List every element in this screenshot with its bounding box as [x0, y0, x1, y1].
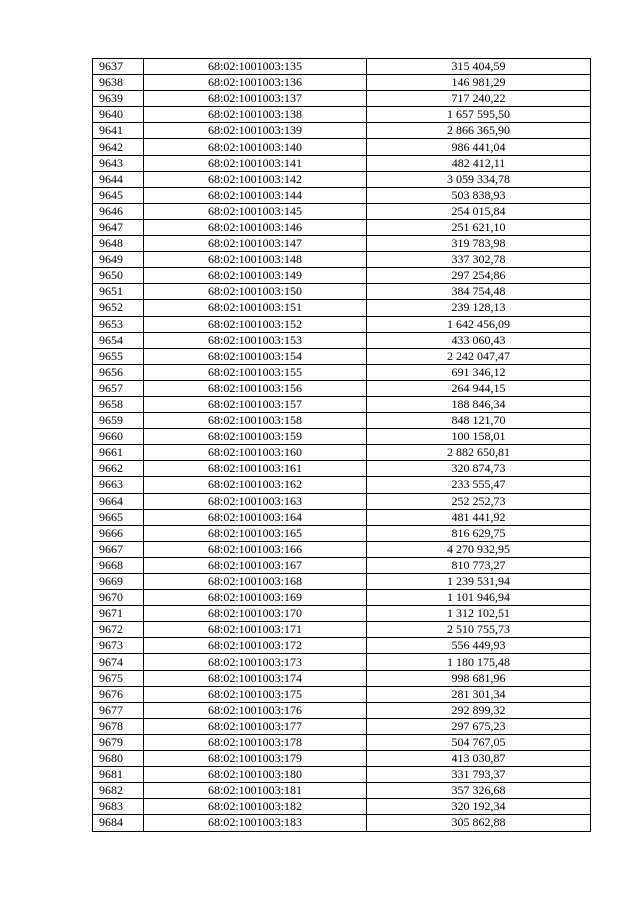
row-number-cell: 9661	[93, 445, 144, 461]
cadastral-number-cell: 68:02:1001003:147	[144, 236, 367, 252]
cadastral-number-cell: 68:02:1001003:135	[144, 59, 367, 75]
cadastral-value-cell: 315 404,59	[367, 59, 591, 75]
table-row	[93, 574, 591, 590]
cadastral-number-cell: 68:02:1001003:156	[144, 380, 367, 396]
cadastral-number-cell: 68:02:1001003:141	[144, 155, 367, 171]
cadastral-number-cell: 68:02:1001003:169	[144, 590, 367, 606]
cadastral-number-cell: 68:02:1001003:145	[144, 203, 367, 219]
table-row	[93, 171, 591, 187]
cadastral-number-cell: 68:02:1001003:152	[144, 316, 367, 332]
cadastral-value-cell: 254 015,84	[367, 203, 591, 219]
row-number-cell: 9663	[93, 477, 144, 493]
cadastral-number-cell: 68:02:1001003:178	[144, 734, 367, 750]
cadastral-number-cell: 68:02:1001003:155	[144, 364, 367, 380]
cadastral-number-cell: 68:02:1001003:164	[144, 509, 367, 525]
row-number-cell: 9676	[93, 686, 144, 702]
table-row	[93, 702, 591, 718]
cadastral-number-cell: 68:02:1001003:158	[144, 413, 367, 429]
cadastral-number-cell: 68:02:1001003:171	[144, 622, 367, 638]
table-row	[93, 348, 591, 364]
cadastral-number-cell: 68:02:1001003:182	[144, 799, 367, 815]
table-row	[93, 493, 591, 509]
cadastral-value-cell: 320 192,34	[367, 799, 591, 815]
cadastral-value-cell: 3 059 334,78	[367, 171, 591, 187]
table-row	[93, 59, 591, 75]
row-number-cell: 9665	[93, 509, 144, 525]
row-number-cell: 9652	[93, 300, 144, 316]
cadastral-value-cell: 986 441,04	[367, 139, 591, 155]
cadastral-value-cell: 1 101 946,94	[367, 590, 591, 606]
cadastral-value-cell: 848 121,70	[367, 413, 591, 429]
cadastral-number-cell: 68:02:1001003:148	[144, 252, 367, 268]
table-row	[93, 300, 591, 316]
cadastral-value-cell: 305 862,88	[367, 815, 591, 831]
cadastral-value-cell: 1 657 595,50	[367, 107, 591, 123]
cadastral-number-cell: 68:02:1001003:137	[144, 91, 367, 107]
table-row	[93, 638, 591, 654]
table-row	[93, 686, 591, 702]
cadastral-number-cell: 68:02:1001003:160	[144, 445, 367, 461]
row-number-cell: 9658	[93, 396, 144, 412]
cadastral-number-cell: 68:02:1001003:168	[144, 574, 367, 590]
cadastral-value-cell: 433 060,43	[367, 332, 591, 348]
cadastral-value-cell: 4 270 932,95	[367, 541, 591, 557]
table-row	[93, 670, 591, 686]
table-row	[93, 316, 591, 332]
cadastral-value-cell: 2 510 755,73	[367, 622, 591, 638]
cadastral-value-cell: 384 754,48	[367, 284, 591, 300]
cadastral-value-cell: 691 346,12	[367, 364, 591, 380]
row-number-cell: 9655	[93, 348, 144, 364]
table-row	[93, 252, 591, 268]
table-row	[93, 203, 591, 219]
cadastral-number-cell: 68:02:1001003:151	[144, 300, 367, 316]
table-row	[93, 461, 591, 477]
cadastral-value-cell: 100 158,01	[367, 429, 591, 445]
cadastral-value-cell: 503 838,93	[367, 187, 591, 203]
cadastral-number-cell: 68:02:1001003:174	[144, 670, 367, 686]
row-number-cell: 9672	[93, 622, 144, 638]
cadastral-value-cell: 264 944,15	[367, 380, 591, 396]
table-row	[93, 557, 591, 573]
cadastral-number-cell: 68:02:1001003:163	[144, 493, 367, 509]
row-number-cell: 9668	[93, 557, 144, 573]
cadastral-value-cell: 2 866 365,90	[367, 123, 591, 139]
cadastral-number-cell: 68:02:1001003:161	[144, 461, 367, 477]
row-number-cell: 9660	[93, 429, 144, 445]
table-row	[93, 799, 591, 815]
row-number-cell: 9666	[93, 525, 144, 541]
cadastral-number-cell: 68:02:1001003:175	[144, 686, 367, 702]
cadastral-value-cell: 233 555,47	[367, 477, 591, 493]
cadastral-number-cell: 68:02:1001003:146	[144, 219, 367, 235]
row-number-cell: 9651	[93, 284, 144, 300]
cadastral-number-cell: 68:02:1001003:153	[144, 332, 367, 348]
cadastral-value-cell: 292 899,32	[367, 702, 591, 718]
row-number-cell: 9640	[93, 107, 144, 123]
cadastral-value-cell: 413 030,87	[367, 751, 591, 767]
table-row	[93, 751, 591, 767]
cadastral-value-cell: 319 783,98	[367, 236, 591, 252]
table-row	[93, 123, 591, 139]
cadastral-value-cell: 297 254,86	[367, 268, 591, 284]
cadastral-value-cell: 320 874,73	[367, 461, 591, 477]
row-number-cell: 9677	[93, 702, 144, 718]
cadastral-number-cell: 68:02:1001003:157	[144, 396, 367, 412]
row-number-cell: 9671	[93, 606, 144, 622]
cadastral-value-cell: 357 326,68	[367, 783, 591, 799]
table-body	[93, 59, 591, 832]
table-row	[93, 509, 591, 525]
row-number-cell: 9647	[93, 219, 144, 235]
cadastral-value-cell: 331 793,37	[367, 767, 591, 783]
row-number-cell: 9674	[93, 654, 144, 670]
table-row	[93, 783, 591, 799]
cadastral-number-cell: 68:02:1001003:138	[144, 107, 367, 123]
table-row	[93, 364, 591, 380]
row-number-cell: 9680	[93, 751, 144, 767]
cadastral-value-cell: 337 302,78	[367, 252, 591, 268]
cadastral-number-cell: 68:02:1001003:181	[144, 783, 367, 799]
row-number-cell: 9654	[93, 332, 144, 348]
row-number-cell: 9679	[93, 734, 144, 750]
table-row	[93, 525, 591, 541]
table-row	[93, 815, 591, 831]
table-row	[93, 139, 591, 155]
cadastral-number-cell: 68:02:1001003:173	[144, 654, 367, 670]
cadastral-number-cell: 68:02:1001003:136	[144, 75, 367, 91]
cadastral-number-cell: 68:02:1001003:180	[144, 767, 367, 783]
row-number-cell: 9648	[93, 236, 144, 252]
cadastral-value-cell: 504 767,05	[367, 734, 591, 750]
cadastral-number-cell: 68:02:1001003:139	[144, 123, 367, 139]
cadastral-number-cell: 68:02:1001003:154	[144, 348, 367, 364]
table-row	[93, 767, 591, 783]
cadastral-number-cell: 68:02:1001003:150	[144, 284, 367, 300]
cadastral-number-cell: 68:02:1001003:179	[144, 751, 367, 767]
row-number-cell: 9645	[93, 187, 144, 203]
row-number-cell: 9673	[93, 638, 144, 654]
cadastral-number-cell: 68:02:1001003:183	[144, 815, 367, 831]
cadastral-value-cell: 998 681,96	[367, 670, 591, 686]
row-number-cell: 9684	[93, 815, 144, 831]
row-number-cell: 9659	[93, 413, 144, 429]
row-number-cell: 9662	[93, 461, 144, 477]
row-number-cell: 9682	[93, 783, 144, 799]
row-number-cell: 9683	[93, 799, 144, 815]
cadastral-value-cell: 2 242 047,47	[367, 348, 591, 364]
row-number-cell: 9656	[93, 364, 144, 380]
table-row	[93, 590, 591, 606]
row-number-cell: 9649	[93, 252, 144, 268]
row-number-cell: 9681	[93, 767, 144, 783]
row-number-cell: 9664	[93, 493, 144, 509]
row-number-cell: 9638	[93, 75, 144, 91]
table-row	[93, 332, 591, 348]
cadastral-value-cell: 816 629,75	[367, 525, 591, 541]
cadastral-value-cell: 251 621,10	[367, 219, 591, 235]
cadastral-value-cell: 481 441,92	[367, 509, 591, 525]
table-row	[93, 268, 591, 284]
cadastral-number-cell: 68:02:1001003:176	[144, 702, 367, 718]
cadastral-number-cell: 68:02:1001003:165	[144, 525, 367, 541]
row-number-cell: 9678	[93, 718, 144, 734]
cadastral-value-cell: 146 981,29	[367, 75, 591, 91]
table-row	[93, 622, 591, 638]
table-row	[93, 477, 591, 493]
row-number-cell: 9669	[93, 574, 144, 590]
table-row	[93, 413, 591, 429]
cadastral-value-cell: 1 239 531,94	[367, 574, 591, 590]
table-row	[93, 75, 591, 91]
table-row	[93, 718, 591, 734]
cadastral-number-cell: 68:02:1001003:142	[144, 171, 367, 187]
cadastral-number-cell: 68:02:1001003:166	[144, 541, 367, 557]
table-row	[93, 380, 591, 396]
cadastral-number-cell: 68:02:1001003:140	[144, 139, 367, 155]
row-number-cell: 9646	[93, 203, 144, 219]
cadastral-number-cell: 68:02:1001003:162	[144, 477, 367, 493]
cadastral-number-cell: 68:02:1001003:149	[144, 268, 367, 284]
cadastral-value-cell: 2 882 650,81	[367, 445, 591, 461]
cadastral-value-cell: 482 412,11	[367, 155, 591, 171]
cadastral-value-cell: 239 128,13	[367, 300, 591, 316]
cadastral-number-cell: 68:02:1001003:159	[144, 429, 367, 445]
row-number-cell: 9653	[93, 316, 144, 332]
cadastral-value-cell: 556 449,93	[367, 638, 591, 654]
table-row	[93, 734, 591, 750]
cadastral-number-cell: 68:02:1001003:144	[144, 187, 367, 203]
row-number-cell: 9641	[93, 123, 144, 139]
row-number-cell: 9637	[93, 59, 144, 75]
table-row	[93, 396, 591, 412]
row-number-cell: 9644	[93, 171, 144, 187]
table-row	[93, 187, 591, 203]
table-row	[93, 654, 591, 670]
row-number-cell: 9639	[93, 91, 144, 107]
table-row	[93, 541, 591, 557]
table-row	[93, 219, 591, 235]
cadastral-number-cell: 68:02:1001003:177	[144, 718, 367, 734]
cadastral-number-cell: 68:02:1001003:172	[144, 638, 367, 654]
table-row	[93, 606, 591, 622]
table-row	[93, 236, 591, 252]
row-number-cell: 9675	[93, 670, 144, 686]
cadastral-value-cell: 717 240,22	[367, 91, 591, 107]
cadastral-value-cell: 810 773,27	[367, 557, 591, 573]
table-row	[93, 429, 591, 445]
row-number-cell: 9670	[93, 590, 144, 606]
cadastral-value-cell: 281 301,34	[367, 686, 591, 702]
cadastral-value-cell: 297 675,23	[367, 718, 591, 734]
table-row	[93, 445, 591, 461]
cadastral-value-cell: 1 642 456,09	[367, 316, 591, 332]
cadastral-value-cell: 1 180 175,48	[367, 654, 591, 670]
row-number-cell: 9643	[93, 155, 144, 171]
cadastral-value-cell: 1 312 102,51	[367, 606, 591, 622]
table-row	[93, 155, 591, 171]
table-row	[93, 107, 591, 123]
cadastral-value-cell: 252 252,73	[367, 493, 591, 509]
cadastral-number-cell: 68:02:1001003:167	[144, 557, 367, 573]
row-number-cell: 9667	[93, 541, 144, 557]
cadastral-number-cell: 68:02:1001003:170	[144, 606, 367, 622]
row-number-cell: 9650	[93, 268, 144, 284]
cadastral-value-cell: 188 846,34	[367, 396, 591, 412]
row-number-cell: 9642	[93, 139, 144, 155]
cadastral-value-table	[92, 58, 591, 832]
row-number-cell: 9657	[93, 380, 144, 396]
table-row	[93, 91, 591, 107]
table-row	[93, 284, 591, 300]
